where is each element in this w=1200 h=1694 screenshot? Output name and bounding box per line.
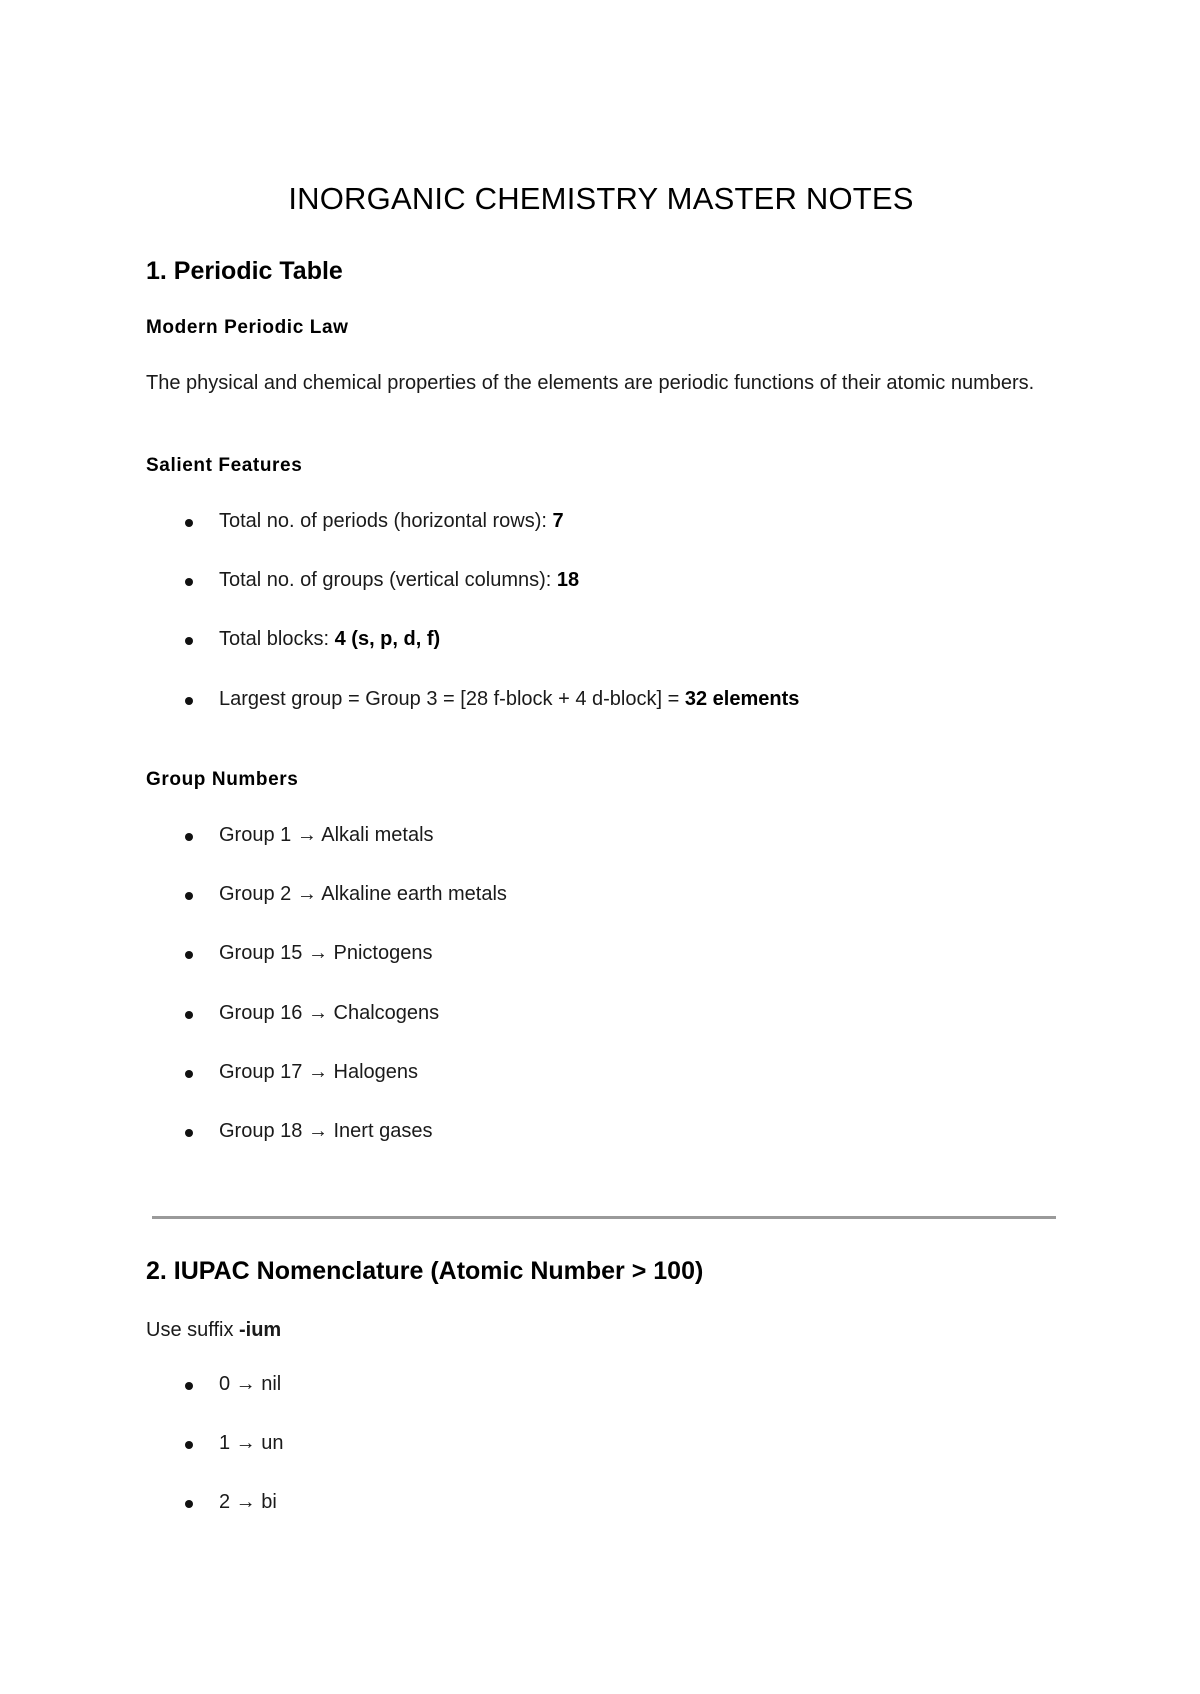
section-divider [152,1216,1056,1219]
list-item-text: Group 15 → Pnictogens [219,942,433,965]
bullet-icon [185,1070,193,1078]
salient-features-heading: Salient Features [146,455,303,476]
suffix-intro: Use suffix -ium [146,1319,282,1341]
list-item-text: 0 → nil [219,1373,282,1395]
bullet-icon [185,697,193,705]
group-numbers-heading: Group Numbers [146,769,299,790]
bullet-icon [185,892,193,900]
list-item-text: Total no. of groups (vertical columns): 18 [219,569,580,592]
bullet-icon [185,1129,193,1137]
list-item-text: Group 17 → Halogens [219,1060,419,1083]
bullet-icon [185,519,193,527]
list-item-text: Group 18 → Inert gases [219,1119,433,1142]
bullet-icon [185,951,193,959]
list-item-text: 2 → bi [219,1491,277,1514]
list-item-text: Total blocks: 4 (s, p, d, f) [219,628,441,651]
document-title: INORGANIC CHEMISTRY MASTER NOTES [288,181,914,216]
bullet-icon [185,1011,193,1019]
bullet-icon [185,1382,193,1390]
periodic-law-text: The physical and chemical properties of the elements are periodic functions of their atomic numbers. [146,372,1035,394]
bullet-icon [185,1441,193,1449]
periodic-law-heading: Modern Periodic Law [146,317,349,338]
bullet-icon [185,578,193,586]
bullet-icon [185,1500,193,1508]
list-item-text: Group 2 → Alkaline earth metals [219,883,507,906]
section-1-heading: 1. Periodic Table [146,257,343,285]
list-item-text: Group 1 → Alkali metals [219,824,434,846]
list-item-text: Total no. of periods (horizontal rows): 7 [219,510,564,532]
bullet-icon [185,833,193,841]
list-item-text: Largest group = Group 3 = [28 f-block + 4 d-block] = 32 elements [219,687,800,710]
list-item-text: Group 16 → Chalcogens [219,1001,440,1024]
bullet-icon [185,637,193,645]
section-2-heading: 2. IUPAC Nomenclature (Atomic Number > 100) [146,1257,704,1285]
list-item-text: 1 → un [219,1432,284,1455]
